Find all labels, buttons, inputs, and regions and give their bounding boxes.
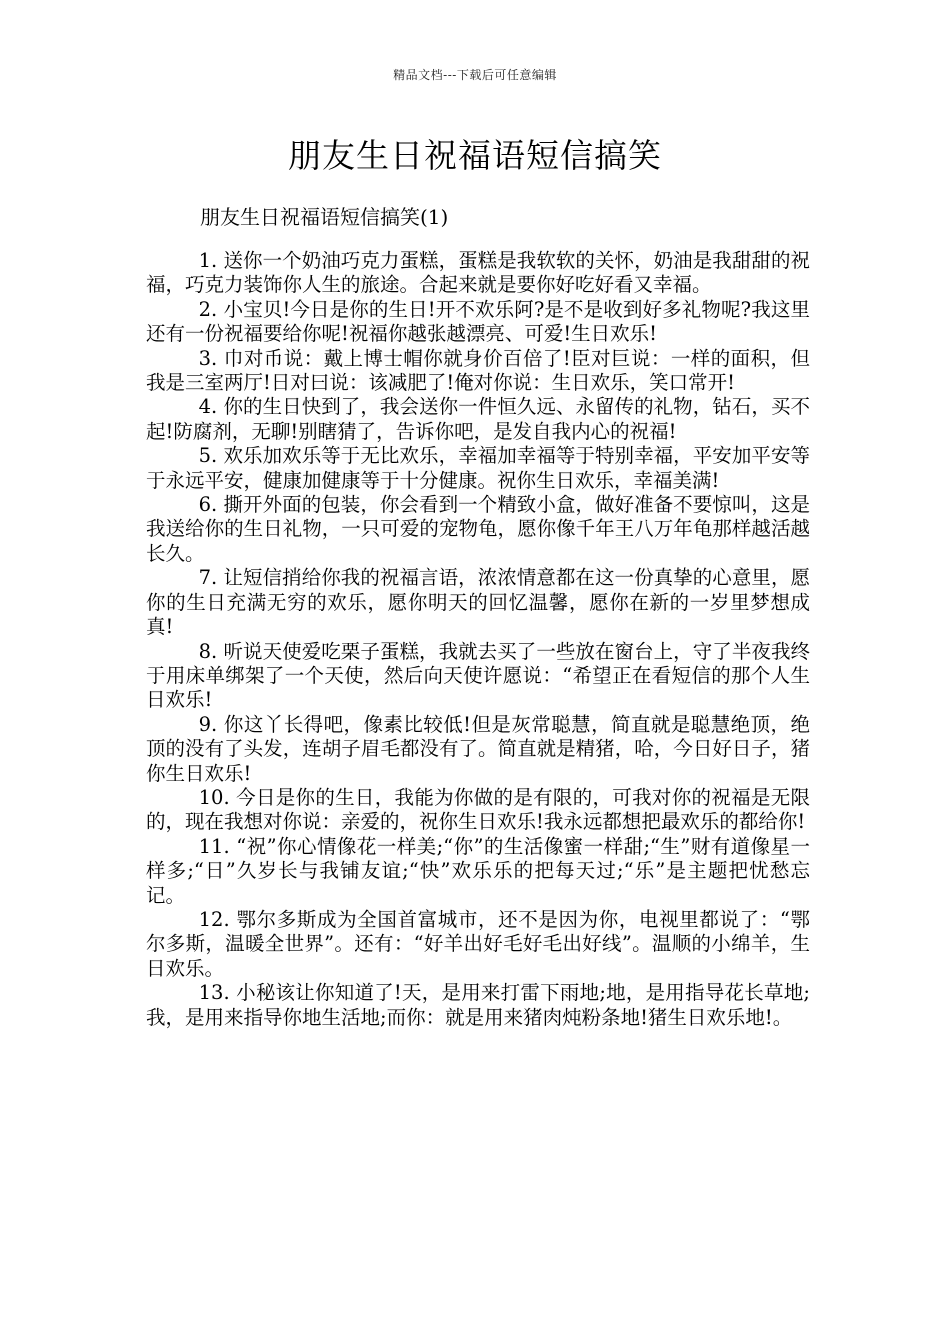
list-item: 7. 让短信捎给你我的祝福言语，浓浓情意都在这一份真挚的心意里，愿你的生日充满无穷的欢乐，愿你明天的回忆温馨，愿你在新的一岁里梦想成真! <box>146 566 810 639</box>
document-title: 朋友生日祝福语短信搞笑 <box>288 136 662 175</box>
list-item: 10. 今日是你的生日，我能为你做的是有限的，可我对你的祝福是无限的，现在我想对你说：亲爱的，祝你生日欢乐!我永远都想把最欢乐的都给你! <box>146 785 810 834</box>
list-item: 12. 鄂尔多斯成为全国首富城市，还不是因为你，电视里都说了：“鄂尔多斯，温暖全世界”。还有：“好羊出好毛好毛出好线”。温顺的小绵羊，生日欢乐。 <box>146 907 810 980</box>
list-item: 11. “祝”你心情像花一样美;“你”的生活像蜜一样甜;“生”财有道像星一样多;“日”久岁长与我铺友谊;“快”欢乐乐的把每天过;“乐”是主题把忧愁忘记。 <box>146 834 810 907</box>
list-item: 13. 小秘该让你知道了!天，是用来打雷下雨地;地，是用指导花长草地;我，是用来指导你地生活地;而你：就是用来猪肉炖粉条地!猪生日欢乐地!。 <box>146 981 810 1029</box>
section-subtitle: 朋友生日祝福语短信搞笑(1) <box>200 205 449 229</box>
list-item: 6. 撕开外面的包装，你会看到一个精致小盒，做好准备不要惊叫，这是我送给你的生日礼物，一只可爱的宠物龟，愿你像千年王八万年龟那样越活越长久。 <box>146 493 810 565</box>
list-item: 8. 听说天使爱吃栗子蛋糕，我就去买了一些放在窗台上，守了半夜我终于用床单绑架了一个天使，然后向天使许愿说：“希望正在看短信的那个人生日欢乐! <box>146 639 810 712</box>
list-item: 9. 你这丫长得吧，像素比较低!但是灰常聪慧，简直就是聪慧绝顶，绝顶的没有了头发，连胡子眉毛都没有了。简直就是精猪，哈，今日好日子，猪你生日欢乐! <box>146 712 810 785</box>
header-note: 精品文档---下载后可任意编辑 <box>393 68 557 82</box>
list-item: 5. 欢乐加欢乐等于无比欢乐，幸福加幸福等于特别幸福，平安加平安等于永远平安，健康加健康等于十分健康。祝你生日欢乐，幸福美满! <box>146 444 810 492</box>
list-item: 1. 送你一个奶油巧克力蛋糕，蛋糕是我软软的关怀，奶油是我甜甜的祝福，巧克力装饰你人生的旅途。合起来就是要你好吃好看又幸福。 <box>146 249 810 297</box>
wish-list <box>146 249 810 1030</box>
list-item: 2. 小宝贝!今日是你的生日!开不欢乐阿?是不是收到好多礼物呢?我这里还有一份祝福要给你呢!祝福你越张越漂亮、可爱!生日欢乐! <box>146 297 810 346</box>
list-item: 4. 你的生日快到了，我会送你一件恒久远、永留传的礼物，钻石，买不起!防腐剂，无聊!别瞎猜了，告诉你吧，是发自我内心的祝福! <box>146 395 810 443</box>
list-item: 3. 巾对币说：戴上博士帽你就身价百倍了!臣对巨说：一样的面积，但我是三室两厅!日对曰说：该减肥了!俺对你说：生日欢乐，笑口常开! <box>146 346 810 395</box>
